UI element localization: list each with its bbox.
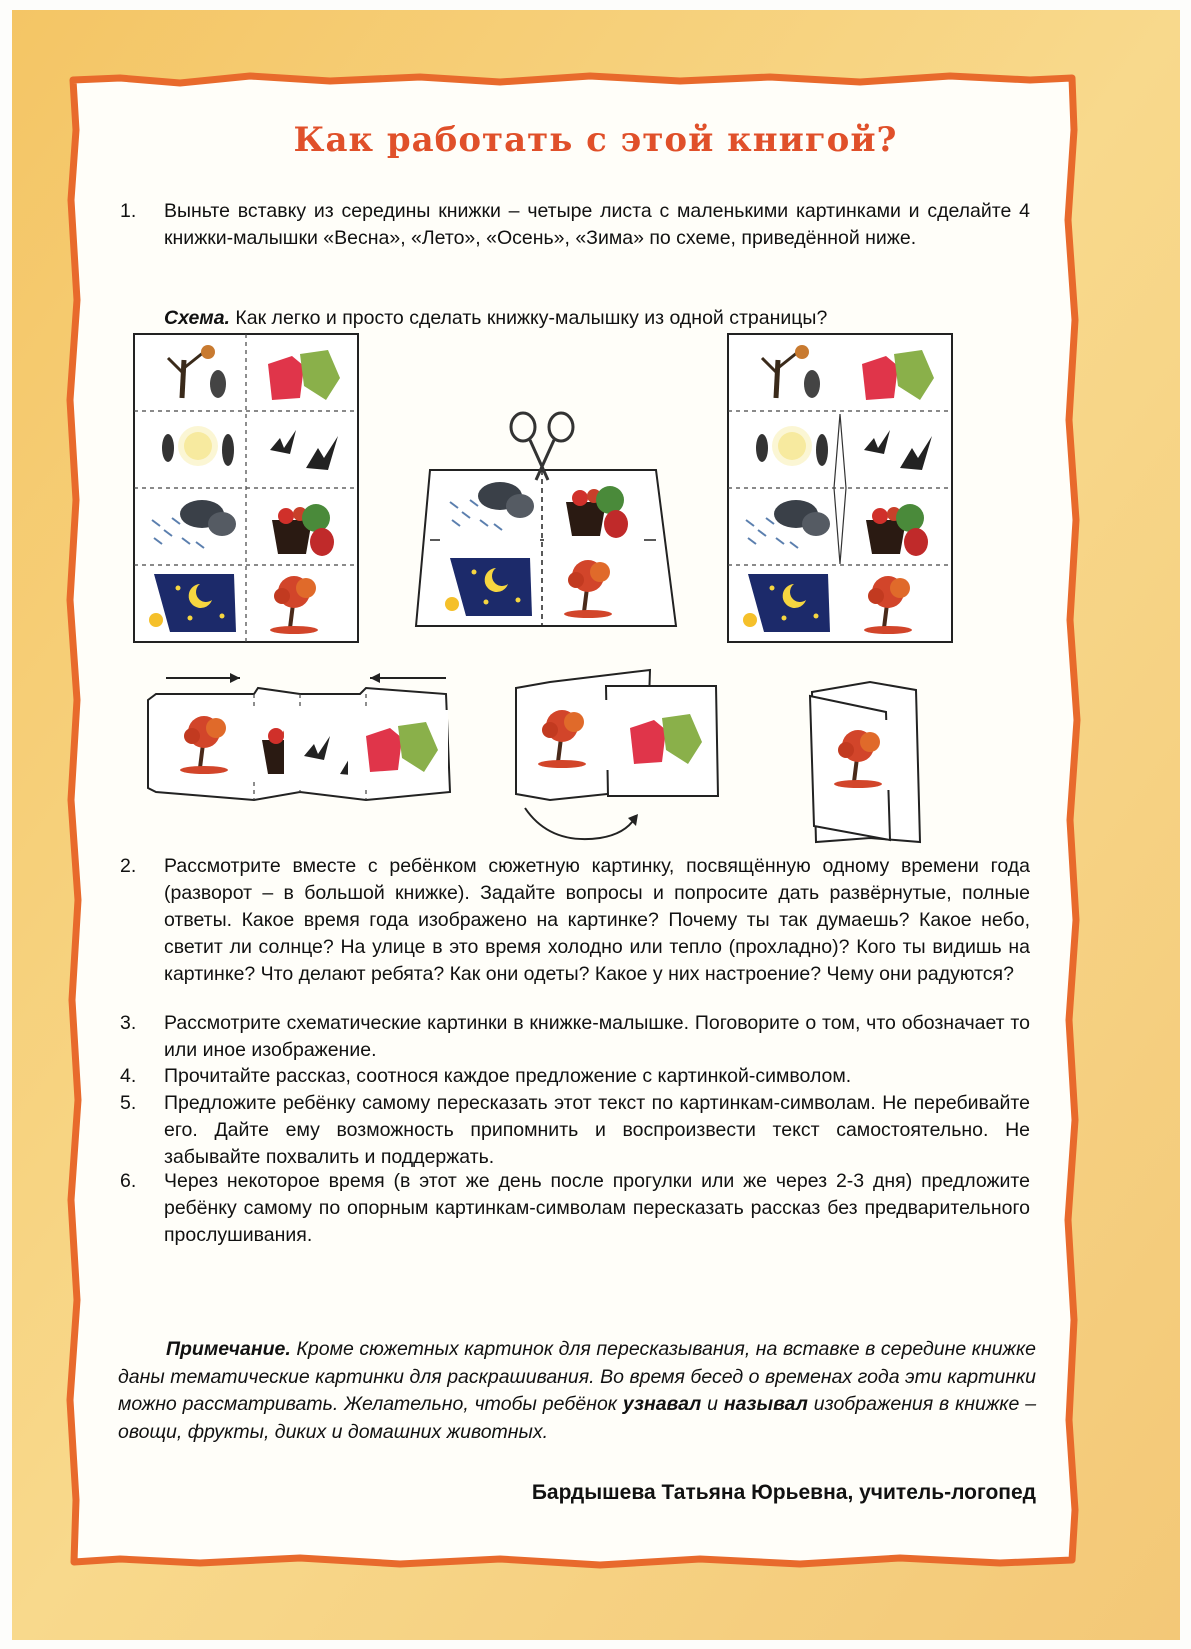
step-number: 5. bbox=[120, 1092, 137, 1114]
step-6 bbox=[120, 1168, 1030, 1249]
schema-text: Как легко и просто сделать книжку-малышку из одной страницы? bbox=[235, 307, 828, 329]
step-5 bbox=[120, 1090, 1030, 1171]
note-bold-1: узнавал bbox=[622, 1393, 702, 1415]
note-bold-2: называл bbox=[723, 1393, 808, 1415]
step-text: Выньте вставку из середины книжки – четыре листа с маленькими картинками и сделайте 4 книжки-малышки «Весна», «Лето», «Осень», «Зима» по схеме, приведённой ниже. bbox=[164, 200, 1030, 249]
step-text: Предложите ребёнку самому пересказать этот текст по картинкам-символам. Не перебивайте его. Дайте ему возможность припомнить и воспроизвести текст самостоятельно. Не забывайте похвалить и поддержать. bbox=[164, 1092, 1030, 1168]
page-title: Как работать с этой книгой? bbox=[293, 120, 898, 160]
note-text-2: изображения в книжке – овощи, фрукты, диких и домашних животных. bbox=[118, 1393, 1037, 1443]
folding-diagram bbox=[130, 330, 1010, 850]
note-and: и bbox=[707, 1393, 719, 1415]
schema-caption bbox=[164, 307, 827, 330]
note-paragraph bbox=[118, 1336, 1036, 1446]
step-number: 3. bbox=[120, 1012, 137, 1034]
schema-label: Схема. bbox=[164, 307, 230, 329]
sheet-cut bbox=[416, 413, 676, 626]
fold-step-1 bbox=[148, 673, 450, 800]
step-number: 4. bbox=[120, 1065, 137, 1087]
step-text: Через некоторое время (в этот же день после прогулки или же через 2-3 дня) предложите ребёнку самому по опорным картинкам-символам пересказать рассказ без предварительного прослушивания. bbox=[164, 1170, 1030, 1246]
step-text: Рассмотрите схематические картинки в книжке-малышке. Поговорите о том, что обозначает то или иное изображение. bbox=[164, 1012, 1030, 1061]
step-1 bbox=[120, 198, 1030, 280]
fold-step-3 bbox=[810, 682, 920, 842]
note-label: Примечание. bbox=[166, 1338, 291, 1360]
author-signature: Бардышева Татьяна Юрьевна, учитель-логопед bbox=[531, 1481, 1036, 1504]
step-2 bbox=[120, 853, 1030, 1015]
step-text: Прочитайте рассказ, соотнося каждое предложение с картинкой-символом. bbox=[164, 1065, 852, 1087]
step-number: 2. bbox=[120, 855, 137, 877]
fold-step-2 bbox=[516, 670, 718, 839]
step-number: 6. bbox=[120, 1170, 137, 1192]
note-text-1: Кроме сюжетных картинок для пересказывания, на вставке в середине книжке даны тематические картинки для раскрашивания. Во время бесед о временах года эти картинки можно рассматривать. Желательно, чтобы ребёнок bbox=[118, 1338, 1037, 1415]
step-4 bbox=[120, 1063, 1030, 1090]
step-text: Рассмотрите вместе с ребёнком сюжетную картинку, посвящённую одному времени года (разворот – в большой книжке). Задайте вопросы и попросите дать развёрнутые, полные ответы. Какое время года изображено на картинке? Почему ты так думаешь? Какое небо, светит ли солнце? На улице в это время холодно или тепло (прохладно)? Кого ты видишь на картинке? Что делают ребята? Как они одеты? Какое у них настроение? Чему они радуются? bbox=[164, 855, 1030, 985]
sheet-slit bbox=[728, 334, 952, 642]
sheet-flat bbox=[134, 334, 358, 642]
step-3 bbox=[120, 1010, 1030, 1064]
step-number: 1. bbox=[120, 200, 137, 222]
